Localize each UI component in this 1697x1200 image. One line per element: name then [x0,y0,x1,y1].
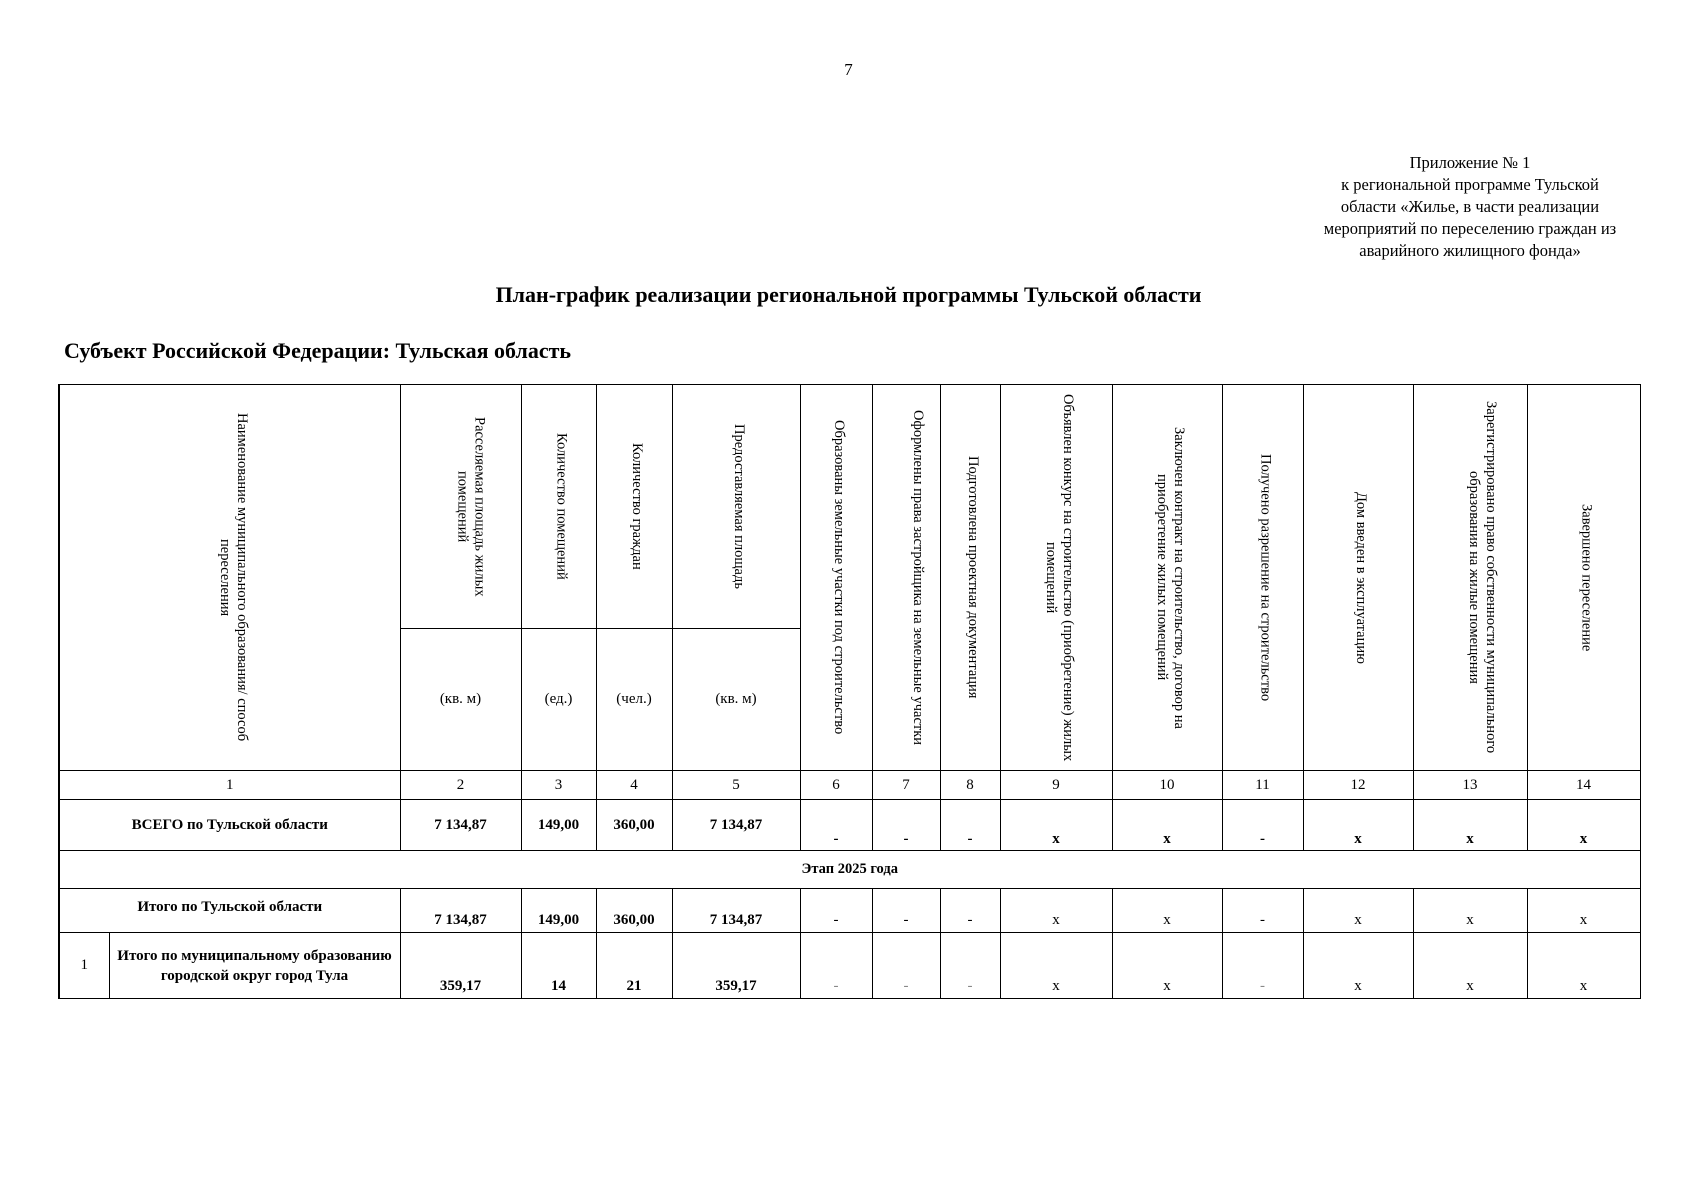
municipality-citizens: 21 [596,933,672,999]
subtotal-c6: - [800,889,872,933]
header-area-text: Расселяемая площадь жилых помещений [454,416,488,597]
municipality-c10: x [1112,933,1222,999]
municipality-c9: x [1000,933,1112,999]
municipality-c13: x [1413,933,1527,999]
total-c13: x [1413,800,1527,851]
header-land [800,385,872,771]
column-number: 7 [872,771,940,800]
header-commissioned-text: Дом введен в эксплуатацию [1353,491,1369,664]
total-name: ВСЕГО по Тульской области [59,800,400,851]
municipality-c14: x [1527,933,1640,999]
column-number: 9 [1000,771,1112,800]
subtotal-c11: - [1222,889,1303,933]
column-number: 5 [672,771,800,800]
appendix-line: Приложение № 1 [1409,153,1531,172]
header-rooms [521,385,596,629]
subtotal-rooms: 149,00 [521,889,596,933]
total-provided: 7 134,87 [672,800,800,851]
column-number: 4 [596,771,672,800]
unit-provided: (кв. м) [672,629,800,771]
municipality-provided: 359,17 [672,933,800,999]
header-area [400,385,521,629]
header-contract [1112,385,1222,771]
subtotal-citizens: 360,00 [596,889,672,933]
appendix-note [1300,152,1640,262]
municipality-c7: - [872,933,940,999]
header-provided-text: Предоставляемая площадь [731,424,747,589]
unit-rooms: (ед.) [521,629,596,771]
header-row [59,385,1640,629]
total-area: 7 134,87 [400,800,521,851]
municipality-index: 1 [59,933,109,999]
stage-row [59,851,1640,889]
header-developer-rights-text: Оформлены права застройщика на земельные участки [910,409,926,746]
header-ownership [1413,385,1527,771]
appendix-line: мероприятий по переселению граждан из [1323,219,1617,238]
total-rooms: 149,00 [521,800,596,851]
subtotal-area: 7 134,87 [400,889,521,933]
header-citizens [596,385,672,629]
header-tender [1000,385,1112,771]
column-number: 11 [1222,771,1303,800]
column-number: 14 [1527,771,1640,800]
document-title: План-график реализации региональной программы Тульской области [495,282,1202,307]
column-numbers-row [59,771,1640,800]
municipality-c6: - [800,933,872,999]
unit-citizens: (чел.) [596,629,672,771]
column-number: 8 [940,771,1000,800]
header-provided [672,385,800,629]
header-name [59,385,400,771]
header-name-text: Наименование муниципального образования/ способ переселения [216,413,250,742]
subtotal-c14: x [1527,889,1640,933]
stage-label: Этап 2025 года [59,851,1640,889]
total-citizens: 360,00 [596,800,672,851]
column-number: 10 [1112,771,1222,800]
unit-area: (кв. м) [400,629,521,771]
header-permit-text: Получено разрешение на строительство [1257,453,1274,702]
subtotal-c8: - [940,889,1000,933]
subject-heading: Субъект Российской Федерации: Тульская область [64,338,572,363]
header-commissioned [1303,385,1413,771]
header-resettlement-done-text: Завершено переселение [1578,503,1595,652]
subtotal-c13: x [1413,889,1527,933]
appendix-line: области «Жилье, в части реализации [1340,197,1600,216]
column-number: 12 [1303,771,1413,800]
total-c14: x [1527,800,1640,851]
column-number: 3 [521,771,596,800]
subtotal-name: Итого по Тульской области [59,889,400,933]
subtotal-c12: x [1303,889,1413,933]
total-c6: - [800,800,872,851]
column-number: 1 [59,771,400,800]
subtotal-provided: 7 134,87 [672,889,800,933]
municipality-row [59,933,1640,999]
municipality-area: 359,17 [400,933,521,999]
municipality-c8: - [940,933,1000,999]
header-tender-text: Объявлен конкурс на строительство (приобретение) жилых помещений [1043,393,1076,762]
subtotal-c9: x [1000,889,1112,933]
header-project-docs [940,385,1000,771]
subtotal-row [59,889,1640,933]
page-number: 7 [844,60,853,79]
total-c8: - [940,800,1000,851]
header-citizens-text: Количество граждан [629,443,645,570]
total-c10: x [1112,800,1222,851]
municipality-name: Итого по муниципальному образованию городской округ город Тула [109,933,400,999]
municipality-c11: - [1222,933,1303,999]
appendix-line: аварийного жилищного фонда» [1359,241,1581,260]
total-c12: x [1303,800,1413,851]
municipality-c12: x [1303,933,1413,999]
total-c9: x [1000,800,1112,851]
header-land-text: Образованы земельные участки под строительство [831,420,847,735]
appendix-line: к региональной программе Тульской [1341,175,1599,194]
header-resettlement-done [1527,385,1640,771]
plan-schedule-table [58,384,1641,999]
header-rooms-text: Количество помещений [553,433,570,580]
subtotal-c10: x [1112,889,1222,933]
column-number: 13 [1413,771,1527,800]
total-c7: - [872,800,940,851]
header-contract-text: Заключен контракт на строительство, договор на приобретение жилых помещений [1154,426,1187,729]
column-number: 6 [800,771,872,800]
subtotal-c7: - [872,889,940,933]
header-project-docs-text: Подготовлена проектная документация [965,456,981,699]
total-row [59,800,1640,851]
header-developer-rights [872,385,940,771]
total-c11: - [1222,800,1303,851]
column-number: 2 [400,771,521,800]
header-ownership-text: Зарегистрировано право собственности муниципального образования на жилые помещения [1466,401,1499,754]
municipality-rooms: 14 [521,933,596,999]
header-permit [1222,385,1303,771]
